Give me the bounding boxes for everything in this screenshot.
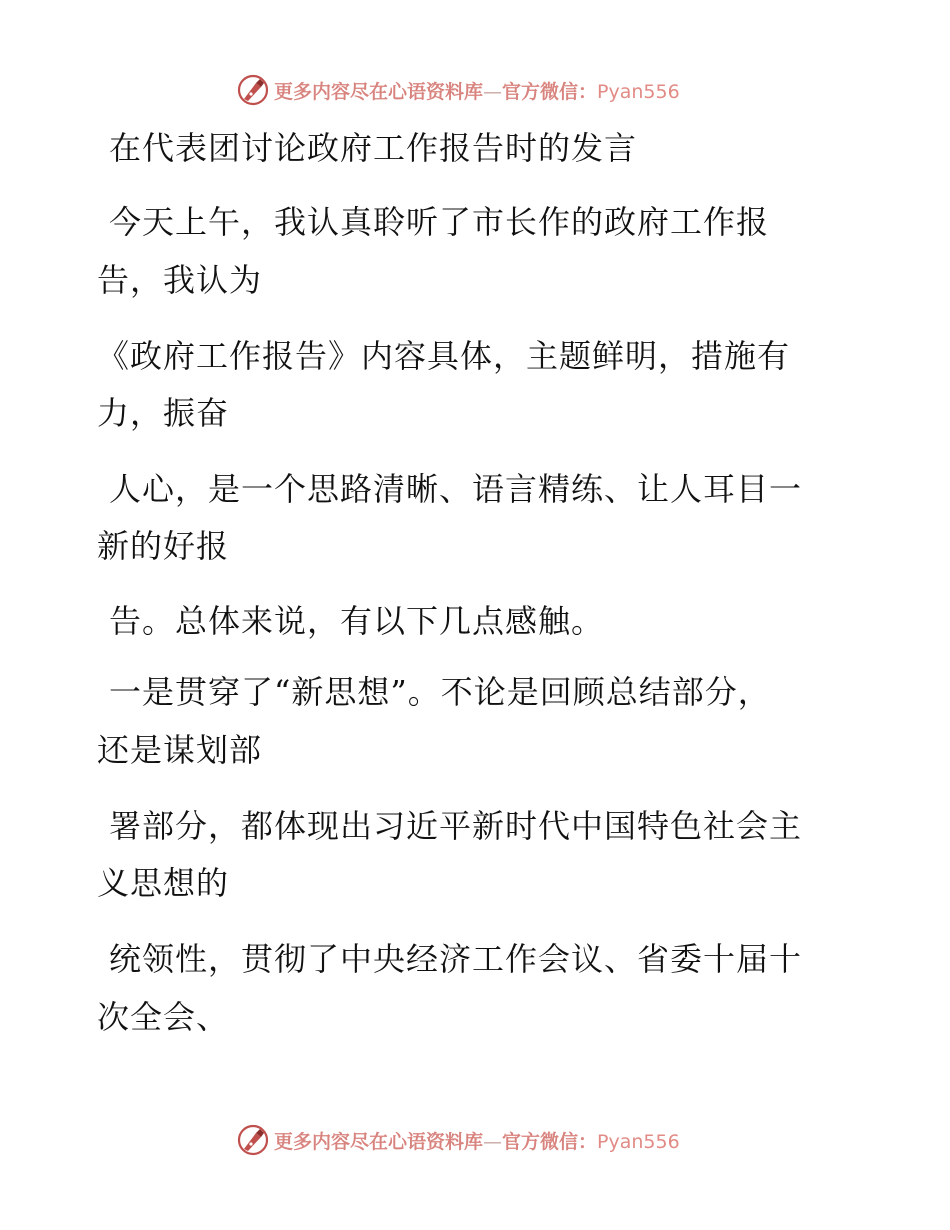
- paragraph-line: 还是谋划部: [97, 731, 263, 769]
- paragraph-line: 次全会、: [97, 998, 230, 1036]
- document-title: 在代表团讨论政府工作报告时的发言: [109, 129, 638, 167]
- watermark-text: [274, 77, 680, 104]
- watermark-wechat-id: Pyan556: [597, 80, 680, 103]
- red-pen-nib-logo-icon: [236, 1123, 270, 1157]
- watermark-dash: —: [483, 80, 503, 103]
- paragraph-line: 力，振奋: [97, 394, 230, 432]
- paragraph-line: 《政府工作报告》内容具体，主题鲜明，措施有: [97, 337, 791, 375]
- paragraph-line: 统领性，贯彻了中央经济工作会议、省委十届十: [109, 940, 803, 978]
- footer-watermark: [236, 1122, 680, 1158]
- red-pen-nib-logo-icon: [236, 73, 270, 107]
- watermark-cn2: 官方微信：: [502, 80, 598, 103]
- paragraph-line: 新的好报: [97, 527, 230, 565]
- paragraph-line: 今天上午，我认真聆听了市长作的政府工作报: [109, 203, 770, 241]
- watermark-text: [274, 1127, 680, 1154]
- watermark-cn2: 官方微信：: [502, 1130, 598, 1153]
- paragraph-line: 告。总体来说，有以下几点感触。: [109, 602, 605, 640]
- paragraph-line: 署部分，都体现出习近平新时代中国特色社会主: [109, 807, 803, 845]
- paragraph-line: 人心，是一个思路清晰、语言精练、让人耳目一: [109, 470, 803, 508]
- paragraph-line: 义思想的: [97, 864, 230, 902]
- watermark-cn: 更多内容尽在心语资料库: [274, 80, 484, 103]
- paragraph-line: 告，我认为: [97, 261, 263, 299]
- watermark-dash: —: [483, 1130, 503, 1153]
- paragraph-line: 一是贯穿了“新思想”。不论是回顾总结部分，: [109, 673, 771, 711]
- watermark-cn: 更多内容尽在心语资料库: [274, 1130, 484, 1153]
- header-watermark: [236, 72, 680, 108]
- watermark-wechat-id: Pyan556: [597, 1130, 680, 1153]
